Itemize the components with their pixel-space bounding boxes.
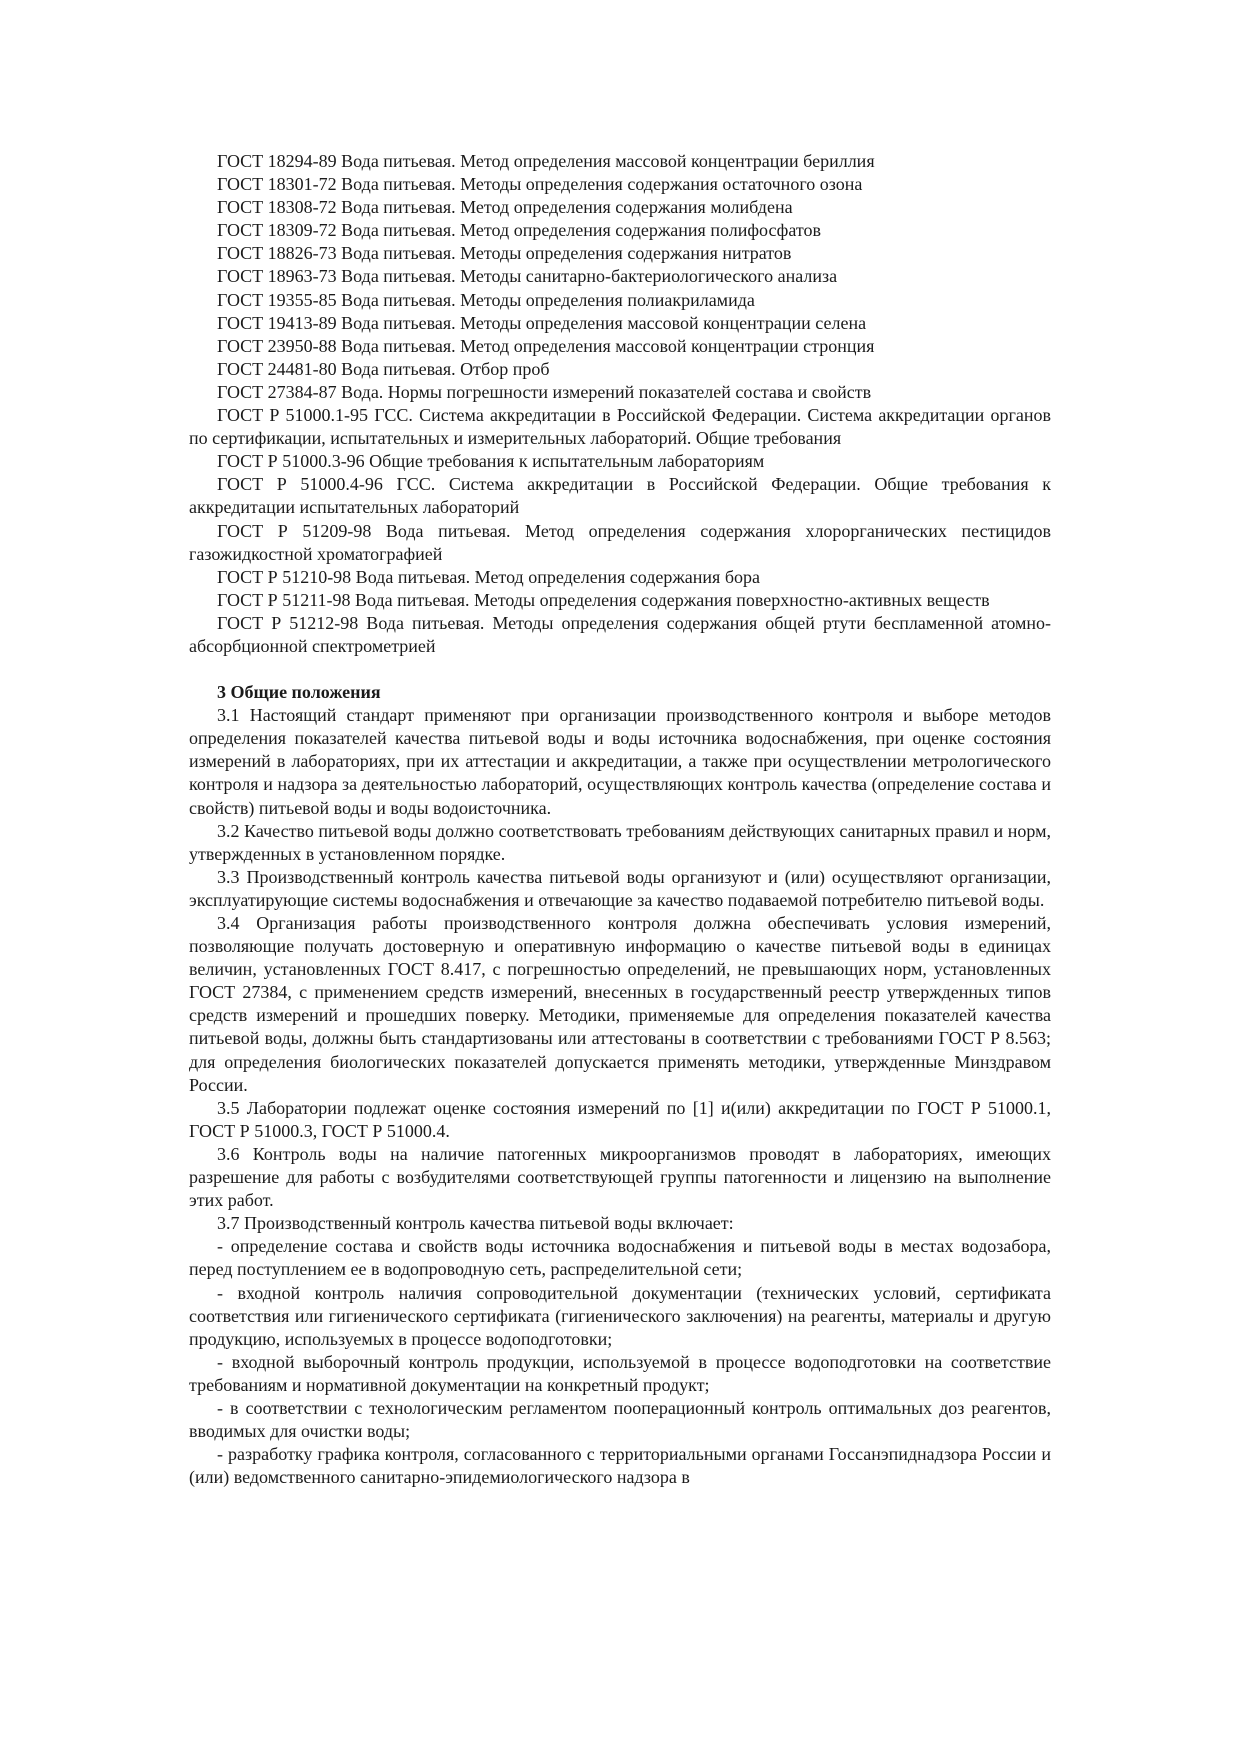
reference-item: ГОСТ 18294-89 Вода питьевая. Метод определения массовой концентрации бериллия [217,151,875,171]
reference-item: ГОСТ 18963-73 Вода питьевая. Методы санитарно-бактериологического анализа [217,266,838,287]
reference-item: ГОСТ Р 51000.1-95 ГСС. Система аккредитации в Российской Федерации. Система аккредитации органов по сертификации, испытательных и измерительных лабораторий. Общие требования [189,405,1051,449]
document-body [189,150,1051,1489]
reference-item: ГОСТ 19355-85 Вода питьевая. Методы определения полиакриламида [217,289,755,310]
list-item: - в соответствии с технологическим регламентом пооперационный контроль оптимальных доз реагентов, вводимых для очистки воды; [189,1397,1051,1442]
list-item: - входной контроль наличия сопроводительной документации (технических условий, сертификата соответствия или гигиенического сертификата (гигиенического заключения) на реагенты, материалы и другую продукцию, используемых в процессе водоподготовки; [189,1282,1051,1349]
reference-item: ГОСТ Р 51000.4-96 ГСС. Система аккредитации в Российской Федерации. Общие требования к аккредитации испытательных лабораторий [189,474,1051,518]
reference-item: ГОСТ Р 51212-98 Вода питьевая. Методы определения содержания общей ртути беспламенной атомно-абсорбционной спектрометрией [189,612,1051,656]
reference-item: ГОСТ 23950-88 Вода питьевая. Метод определения массовой концентрации стронция [217,335,875,356]
section-paragraph: 3.5 Лаборатории подлежат оценке состояния измерений по [1] и(или) аккредитации по ГОСТ Р 51000.1, ГОСТ Р 51000.3, ГОСТ Р 51000.4. [189,1097,1051,1141]
reference-item: ГОСТ 18309-72 Вода питьевая. Метод определения содержания полифосфатов [217,220,821,241]
reference-item: ГОСТ 19413-89 Вода питьевая. Методы определения массовой концентрации селена [217,312,867,333]
list-item: - определение состава и свойств воды источника водоснабжения и питьевой воды в местах водозабора, перед поступлением ее в водопроводную сеть, распределительной сети; [189,1236,1051,1280]
section-paragraph: 3.1 Настоящий стандарт применяют при организации производственного контроля и выборе методов определения показателей качества питьевой воды и воды источника водоснабжения, при оценке состояния измерений в лабораториях, при их аттестации и аккредитации, а также при осуществлении метрологического контроля и надзора за деятельностью лабораторий, осуществляющих контроль качества (определение состава и свойств) питьевой воды и воды водоисточника. [189,705,1051,818]
list-item: - входной выборочный контроль продукции, используемой в процессе водоподготовки на соответствие требованиям и нормативной документации на конкретный продукт; [189,1351,1051,1395]
reference-item: ГОСТ 27384-87 Вода. Нормы погрешности измерений показателей состава и свойств [217,381,872,402]
reference-item: ГОСТ Р 51209-98 Вода питьевая. Метод определения содержания хлорорганических пестицидов газожидкостной хроматографией [189,520,1051,564]
reference-item: ГОСТ 18826-73 Вода питьевая. Методы определения содержания нитратов [217,243,792,264]
reference-item: ГОСТ Р 51211-98 Вода питьевая. Методы определения содержания поверхностно-активных веществ [217,589,990,610]
reference-item: ГОСТ Р 51000.3-96 Общие требования к испытательным лабораториям [217,451,765,472]
reference-item: ГОСТ 18301-72 Вода питьевая. Методы определения содержания остаточного озона [217,174,863,195]
section-heading: 3 Общие положения [217,682,381,703]
reference-item: ГОСТ 18308-72 Вода питьевая. Метод определения содержания молибдена [217,197,793,218]
section-paragraph: 3.4 Организация работы производственного контроля должна обеспечивать условия измерений, позволяющие получать достоверную и оперативную информацию о качестве питьевой воды в единицах величин, установленных ГОСТ 8.417, с погрешностью определений, не превышающих норм, установленных ГОСТ 27384, с применением средств измерений, внесенных в государственный реестр утвержденных типов средств измерений и прошедших поверку. Методики, применяемые для определения показателей качества питьевой воды, должны быть стандартизованы или аттестованы в соответствии с требованиями ГОСТ Р 8.563; для определения биологических показателей допускается применять методики, утвержденные Минздравом России. [189,913,1051,1095]
section-paragraph: 3.3 Производственный контроль качества питьевой воды организуют и (или) осуществляют организации, эксплуатирующие системы водоснабжения и отвечающие за качество подаваемой потребителю питьевой воды. [189,866,1051,910]
list-item: - разработку графика контроля, согласованного с территориальными органами Госсанэпиднадзора России и (или) ведомственного санитарно-эпидемиологического надзора в [189,1444,1051,1488]
reference-item: ГОСТ 24481-80 Вода питьевая. Отбор проб [217,358,550,379]
reference-item: ГОСТ Р 51210-98 Вода питьевая. Метод определения содержания бора [217,566,760,587]
section-paragraph: 3.6 Контроль воды на наличие патогенных микроорганизмов проводят в лабораториях, имеющих разрешение для работы с возбудителями соответствующей группы патогенности и лицензию на выполнение этих работ. [189,1143,1051,1211]
section-paragraph: 3.7 Производственный контроль качества питьевой воды включает: [217,1213,734,1234]
section-paragraph: 3.2 Качество питьевой воды должно соответствовать требованиям действующих санитарных правил и норм, утвержденных в установленном порядке. [189,820,1051,864]
